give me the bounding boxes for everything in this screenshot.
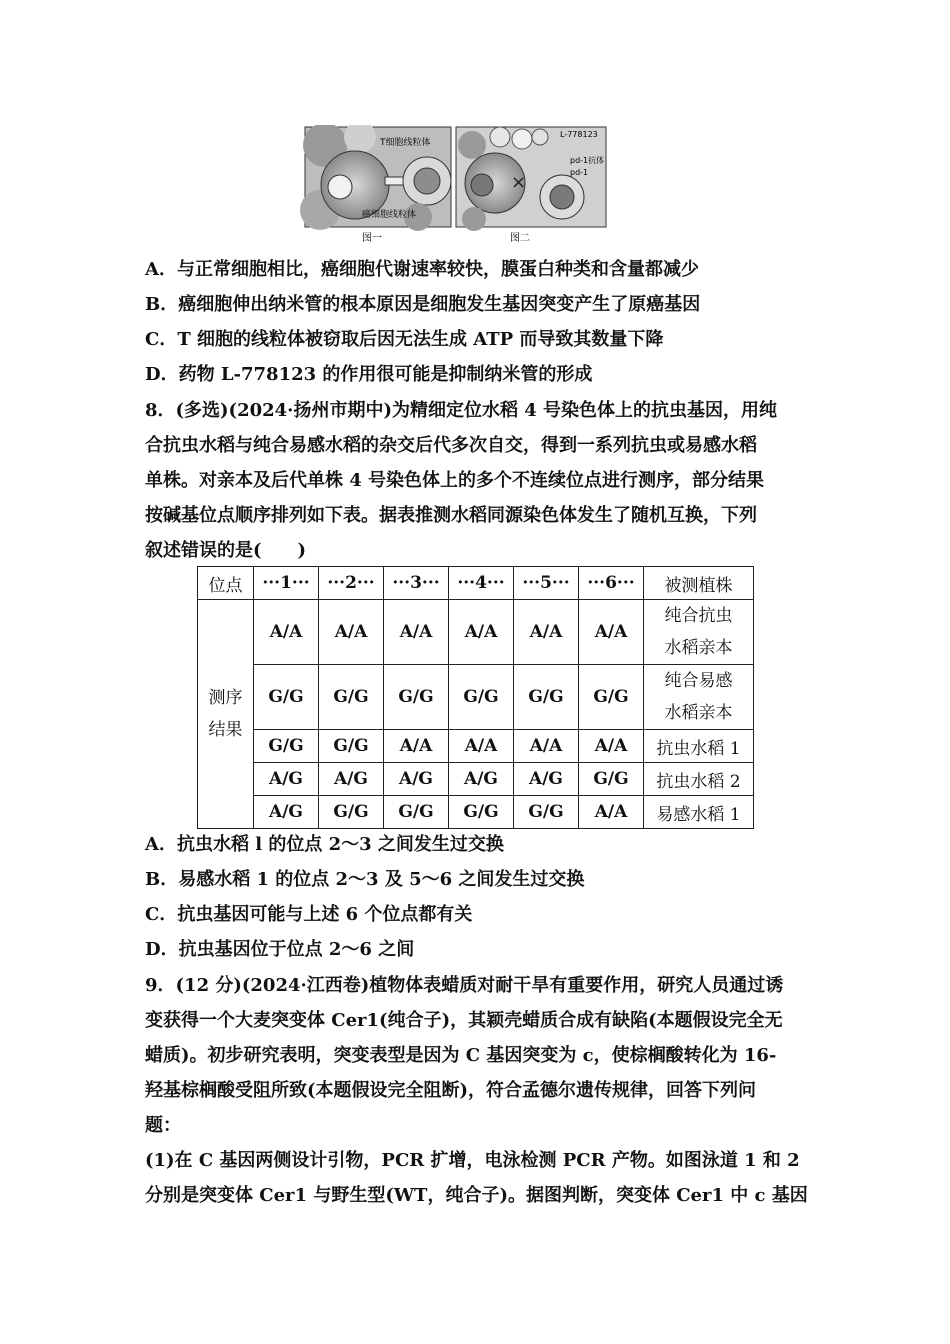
- table-row: [198, 763, 754, 796]
- table-cell: G/G: [319, 730, 384, 763]
- header-cell: 被测植株: [644, 567, 754, 600]
- table-cell: A/A: [514, 730, 579, 763]
- table-row: [198, 796, 754, 829]
- table-cell: G/G: [384, 796, 449, 829]
- q9-line: 变获得一个大麦突变体 Cer1(纯合子)，其颖壳蜡质合成有缺陷(本题假设完全无: [145, 1010, 783, 1031]
- header-cell: ···5···: [514, 567, 579, 600]
- pd1-antibody-label: pd-1抗体: [570, 156, 605, 165]
- table-cell: A/A: [579, 730, 644, 763]
- plant-cell: [644, 665, 754, 730]
- header-cell: 位点: [198, 567, 254, 600]
- table-cell: G/G: [254, 665, 319, 730]
- figure-panel-1: [300, 125, 451, 244]
- t-mito-label: T细胞线粒体: [380, 138, 431, 148]
- table-cell: A/A: [579, 600, 644, 665]
- q8-stem-line: 合抗虫水稻与纯合易感水稻的杂交后代多次自交，得到一系列抗虫或易感水稻: [145, 435, 757, 456]
- table-cell: G/G: [384, 665, 449, 730]
- header-cell: ···4···: [449, 567, 514, 600]
- q7-option-c: C．T 细胞的线粒体被窃取后因无法生成 ATP 而导致其数量下降: [145, 329, 664, 350]
- plant-cell: 抗虫水稻 2: [644, 763, 754, 796]
- table-cell: G/G: [449, 796, 514, 829]
- cancer-mito-label: 癌细胞线粒体: [362, 210, 417, 220]
- table-cell: A/G: [514, 763, 579, 796]
- q7-option-d: D．药物 L-778123 的作用很可能是抑制纳米管的形成: [145, 364, 593, 385]
- table-cell: A/A: [449, 730, 514, 763]
- q8-stem-line: 按碱基位点顺序排列如下表。据表推测水稻同源染色体发生了随机互换，下列: [145, 505, 757, 526]
- plant-cell: 易感水稻 1: [644, 796, 754, 829]
- fig2-caption: 图二: [510, 233, 530, 244]
- q9-line: 分别是突变体 Cer1 与野生型(WT，纯合子)。据图判断，突变体 Cer1 中 c 基因: [145, 1185, 808, 1206]
- header-cell: ···1···: [254, 567, 319, 600]
- q9-line: 题：: [145, 1115, 181, 1136]
- table-cell: G/G: [254, 730, 319, 763]
- q9-line: 蜡质)。初步研究表明，突变表型是因为 C 基因突变为 c，使棕榈酸转化为 16-: [145, 1045, 777, 1066]
- q9-line: (1)在 C 基因两侧设计引物，PCR 扩增，电泳检测 PCR 产物。如图泳道 1 和 2: [145, 1150, 800, 1171]
- header-cell: ···3···: [384, 567, 449, 600]
- figure-panel-2: [456, 127, 606, 244]
- pd1-label: pd-1: [570, 168, 589, 177]
- q9-line: 羟基棕榈酸受阻所致(本题假设完全阻断)，符合孟德尔遗传规律，回答下列问: [145, 1080, 757, 1101]
- table-cell: G/G: [514, 796, 579, 829]
- table-cell: A/A: [384, 730, 449, 763]
- table-cell: A/A: [514, 600, 579, 665]
- table-row: [198, 665, 754, 730]
- table-cell: A/A: [319, 600, 384, 665]
- plant-name-line: 纯合易感: [664, 671, 733, 691]
- plant-name-line: 水稻亲本: [664, 703, 733, 723]
- q8-option-b: B．易感水稻 1 的位点 2～3 及 5～6 之间发生过交换: [145, 869, 585, 890]
- fig1-caption: 图一: [362, 233, 382, 244]
- header-cell: ···2···: [319, 567, 384, 600]
- table-cell: A/A: [384, 600, 449, 665]
- table-cell: G/G: [449, 665, 514, 730]
- q8-option-d: D．抗虫基因位于位点 2～6 之间: [145, 939, 415, 960]
- q7-option-a: A．与正常细胞相比，癌细胞代谢速率较快，膜蛋白种类和含量都减少: [145, 259, 699, 280]
- table-cell: A/A: [579, 796, 644, 829]
- q8-option-c: C．抗虫基因可能与上述 6 个位点都有关: [145, 904, 473, 925]
- q9-stem: [145, 968, 810, 1213]
- drug-label: L-778123: [560, 130, 598, 139]
- table-cell: A/G: [384, 763, 449, 796]
- cell-figure-svg: [300, 125, 610, 250]
- table-cell: A/A: [254, 600, 319, 665]
- table-row: [198, 730, 754, 763]
- row-label: 测序结果: [198, 600, 254, 829]
- svg-text:×: ×: [511, 172, 527, 193]
- q8-stem: [145, 393, 810, 568]
- table-header-row: [198, 567, 754, 600]
- table-row: [198, 600, 754, 665]
- q8-stem-line: 8．(多选)(2024·扬州市期中)为精细定位水稻 4 号染色体上的抗虫基因，用纯: [145, 400, 778, 421]
- header-cell: ···6···: [579, 567, 644, 600]
- q7-option-b: B．癌细胞伸出纳米管的根本原因是细胞发生基因突变产生了原癌基因: [145, 294, 701, 315]
- q8-stem-line: 叙述错误的是( ): [145, 540, 307, 561]
- sequencing-table: [197, 566, 754, 829]
- table-cell: G/G: [514, 665, 579, 730]
- plant-cell: [644, 600, 754, 665]
- table-cell: G/G: [579, 665, 644, 730]
- table-cell: G/G: [579, 763, 644, 796]
- cancer-nucleus: [328, 175, 352, 199]
- table-cell: A/A: [449, 600, 514, 665]
- plant-name-line: 水稻亲本: [664, 638, 733, 658]
- table-cell: A/G: [254, 796, 319, 829]
- plant-cell: 抗虫水稻 1: [644, 730, 754, 763]
- q8-option-a: A．抗虫水稻 l 的位点 2～3 之间发生过交换: [145, 834, 504, 855]
- q8-stem-line: 单株。对亲本及后代单株 4 号染色体上的多个不连续位点进行测序，部分结果: [145, 470, 765, 491]
- table-cell: A/G: [449, 763, 514, 796]
- plant-name-line: 纯合抗虫: [664, 606, 733, 626]
- table-cell: G/G: [319, 665, 384, 730]
- table-cell: G/G: [319, 796, 384, 829]
- cell-figure: [300, 125, 610, 250]
- table-cell: A/G: [254, 763, 319, 796]
- table-cell: A/G: [319, 763, 384, 796]
- q9-line: 9．(12 分)(2024·江西卷)植物体表蜡质对耐干旱有重要作用，研究人员通过诱: [145, 975, 784, 996]
